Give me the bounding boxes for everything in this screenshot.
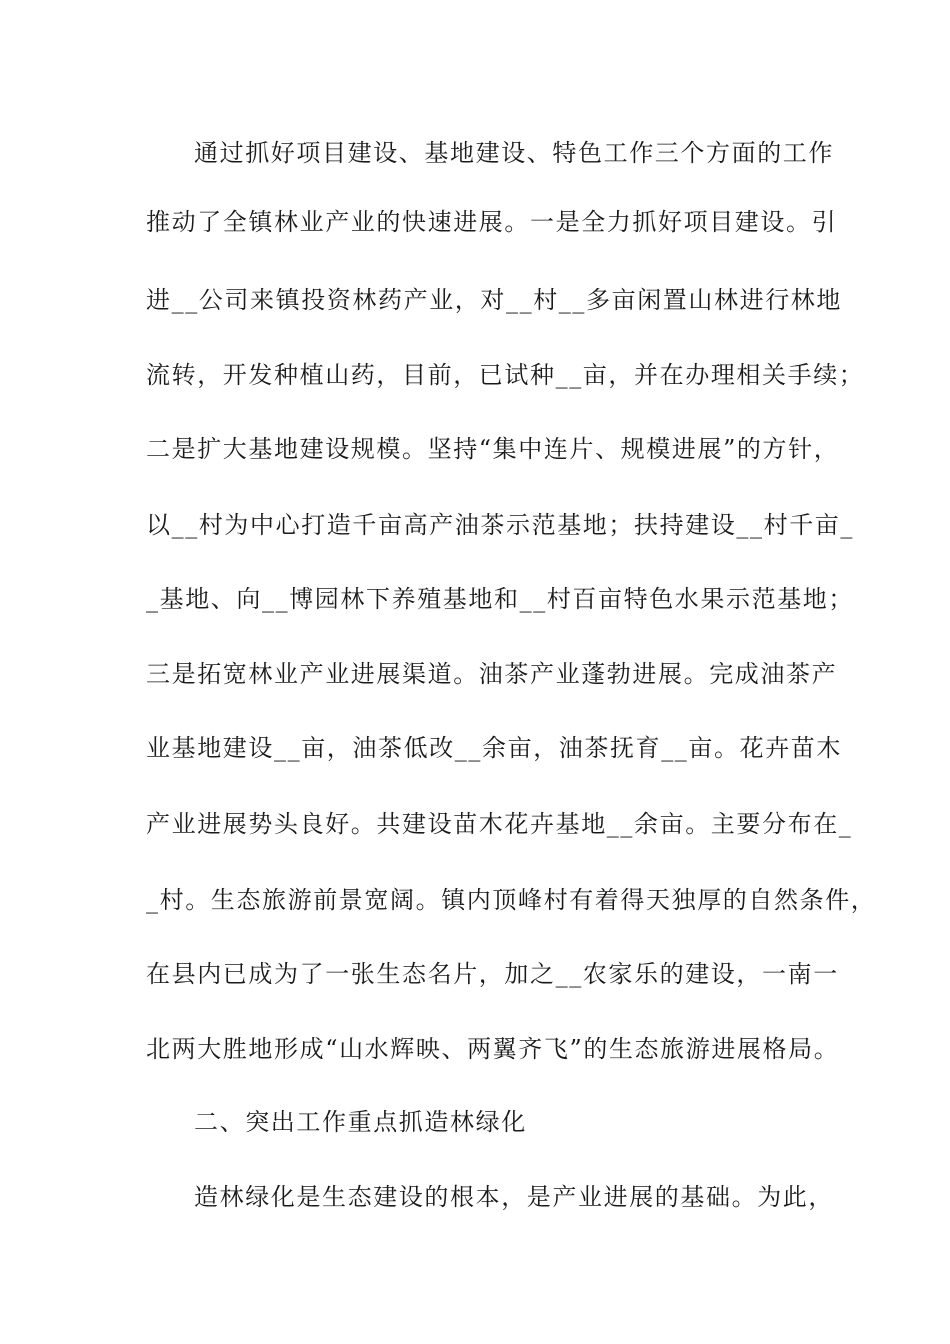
- paragraph-line: 造林绿化是生态建设的根本，是产业进展的基础。为此，: [194, 1183, 834, 1211]
- paragraph-line: 通过抓好项目建设、基地建设、特色工作三个方面的工作: [194, 139, 834, 167]
- paragraph-line: _基地、向__博园林下养殖基地和__村百亩特色水果示范基地；: [146, 585, 854, 613]
- paragraph-line: 三是拓宽林业产业进展渠道。油茶产业蓬勃进展。完成油茶产: [146, 660, 838, 688]
- paragraph-line: 推动了全镇林业产业的快速进展。一是全力抓好项目建设。引: [146, 208, 838, 236]
- section-heading: 二、突出工作重点抓造林绿化: [194, 1108, 527, 1136]
- paragraph-line: 业基地建设__亩，油茶低改__余亩，油茶抚育__亩。花卉苗木: [146, 734, 842, 762]
- paragraph-line: 二是扩大基地建设规模。坚持“集中连片、规模进展”的方针，: [146, 435, 840, 463]
- paragraph-line: 在县内已成为了一张生态名片，加之__农家乐的建设，一南一: [146, 960, 839, 988]
- paragraph-line: 产业进展势头良好。共建设苗木花卉基地__余亩。主要分布在_: [146, 810, 853, 838]
- paragraph-line: 北两大胜地形成“山水辉映、两翼齐飞”的生态旅游进展格局。: [146, 1035, 840, 1063]
- paragraph-line: 进__公司来镇投资林药产业，对__村__多亩闲置山林进行林地: [146, 286, 842, 314]
- paragraph-line: 流转，开发种植山药，目前，已试种__亩，并在办理相关手续；: [146, 361, 865, 389]
- paragraph-line: _村。生态旅游前景宽阔。镇内顶峰村有着得天独厚的自然条件，: [146, 886, 877, 914]
- paragraph-line: 以__村为中心打造千亩高产油茶示范基地；扶持建设__村千亩_: [146, 511, 854, 539]
